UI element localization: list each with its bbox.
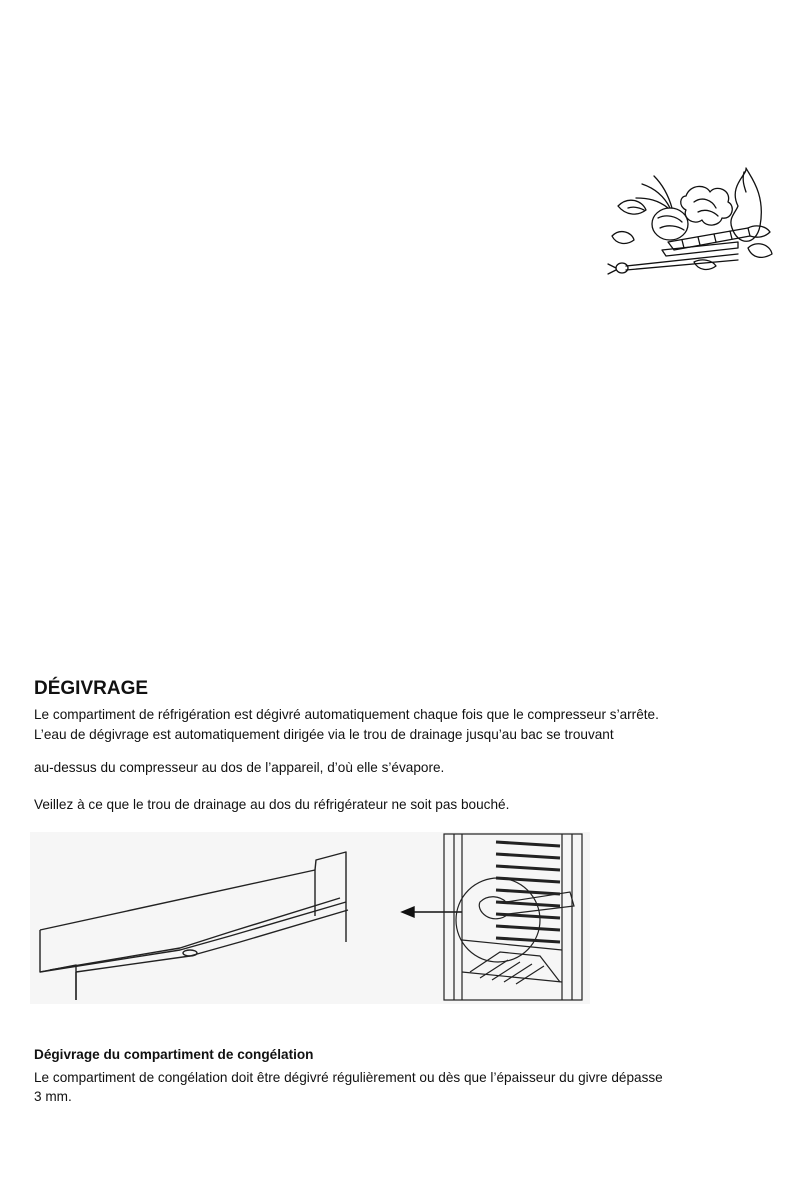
drainage-note: Veillez à ce que le trou de drainage au dos du réfrigérateur ne soit pas bouché. (34, 797, 510, 812)
paragraph-line-3: au-dessus du compresseur au dos de l’appareil, d’où elle s’évapore. (34, 760, 445, 775)
paragraph-line-2: L’eau de dégivrage est automatiquement dirigée via le trou de drainage jusqu’au bac se trouvant (34, 727, 614, 742)
subsection-heading: Dégivrage du compartiment de congélation (34, 1047, 314, 1062)
drain-hole-figure (30, 832, 590, 1004)
paragraph-line-1: Le compartiment de réfrigération est dégivré automatiquement chaque fois que le compresseur s’arrête. (34, 707, 659, 722)
vegetables-illustration (598, 166, 776, 286)
subsection-line-1: Le compartiment de congélation doit être dégivré régulièrement ou dès que l’épaisseur du givre dépasse (34, 1070, 663, 1085)
section-heading: DÉGIVRAGE (34, 678, 149, 699)
subsection-line-2: 3 mm. (34, 1089, 72, 1104)
